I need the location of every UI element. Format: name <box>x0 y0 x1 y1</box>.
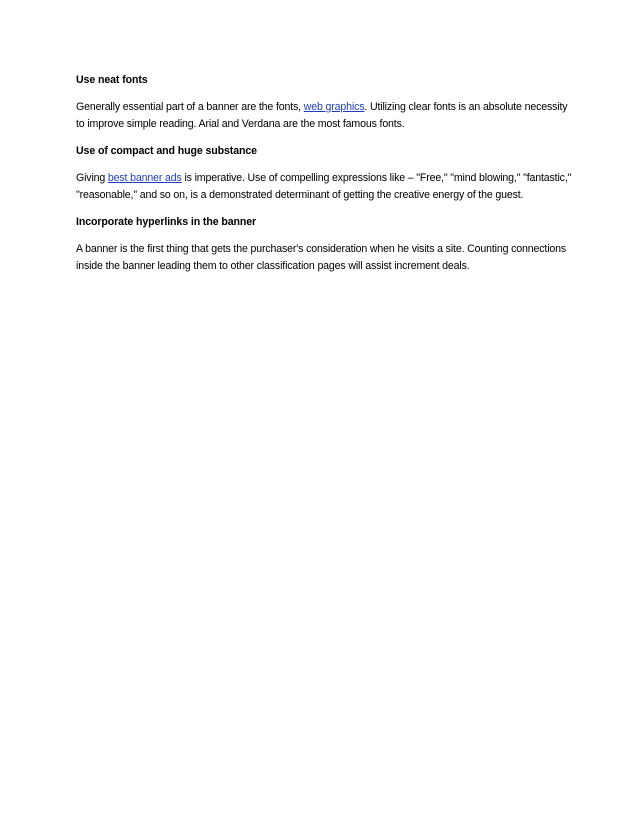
section-hyperlinks <box>76 214 576 275</box>
section-heading: Use neat fonts <box>76 74 148 86</box>
section-compact-substance <box>76 143 576 204</box>
paragraph-text: Giving <box>76 172 108 184</box>
section-neat-fonts <box>76 72 576 133</box>
document-page <box>76 72 576 285</box>
section-heading: Use of compact and huge substance <box>76 145 257 157</box>
section-paragraph: A banner is the first thing that gets the purchaser's consideration when he visits a site. Counting connections inside the banner leading them to other classification pages will assist increment deals. <box>76 243 567 272</box>
section-heading: Incorporate hyperlinks in the banner <box>76 216 257 228</box>
section-paragraph <box>76 99 576 133</box>
web-graphics-link[interactable]: web graphics <box>303 101 365 113</box>
section-paragraph <box>76 170 576 204</box>
best-banner-ads-link[interactable]: best banner ads <box>107 172 182 184</box>
paragraph-text: is imperative. Use of compelling expressions like – "Free," "mind blowing," "fantastic," "reasonable," and so on, is a demonstrated determinant of getting the creative energy of the guest. <box>76 172 572 201</box>
paragraph-text: Generally essential part of a banner are the fonts, <box>76 101 304 113</box>
paragraph-text: . Utilizing clear fonts is an absolute necessity to improve simple reading. Arial and Verdana are the most famous fonts. <box>76 101 568 130</box>
